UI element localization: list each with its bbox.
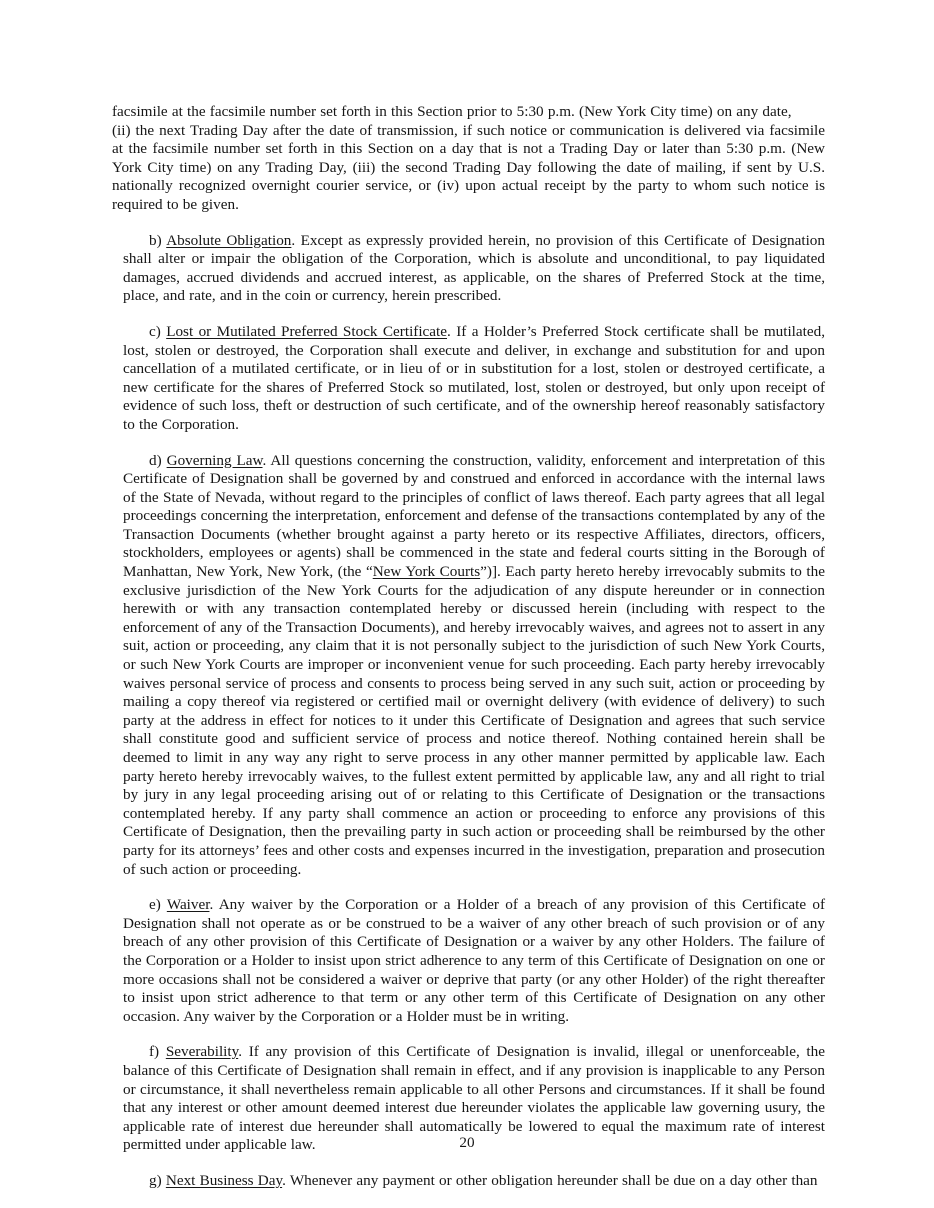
text-run: d) <box>149 451 167 469</box>
paragraph-b-absolute-obligation <box>123 232 825 306</box>
section-heading-underlined: New York Courts <box>372 563 481 581</box>
text-run: . If a Holder’s Preferred Stock certificate shall be mutilated, lost, stolen or destroyed, the Corporation shall execute and deliver, in exchange and substitution for and upon cancellation of a mutilated certificate, or in lieu of or in substitution for a lost, stolen or destroyed certificate, a new certificate for the shares of Preferred Stock so mutilated, lost, stolen or destroyed, but only upon receipt of evidence of such loss, theft or destruction of such certificate, and of the ownership hereof reasonably satisfactory to the Corporation. <box>123 322 825 433</box>
section-heading-underlined: Severability <box>165 1043 239 1061</box>
paragraph-e-waiver <box>123 896 825 1026</box>
paragraph-c-lost-or-mutilated-certificate <box>123 323 825 435</box>
text-run: facsimile at the facsimile number set forth in this Section prior to 5:30 p.m. (New York City time) on any date, <box>112 103 792 120</box>
section-heading-underlined: Lost or Mutilated Preferred Stock Certificate <box>166 322 448 340</box>
text-run: . All questions concerning the construction, validity, enforcement and interpretation of this Certificate of Designation shall be governed by and construed and enforced in accordance with the internal laws of the State of Nevada, without regard to the principles of conflict of laws thereof. Each party agrees that all legal proceedings concerning the interpretation, enforcement and defense of the transactions contemplated by any of the Transaction Documents (whether brought against a party hereto or its respective Affiliates, directors, officers, stockholders, employees or agents) shall be commenced in the state and federal courts sitting in the Borough of Manhattan, New York, New York, (the “ <box>123 451 825 581</box>
paragraph-notices-continuation <box>112 103 825 215</box>
section-heading-underlined: Absolute Obligation <box>166 231 292 249</box>
text-run: . Except as expressly provided herein, no provision of this Certificate of Designation shall alter or impair the obligation of the Corporation, which is absolute and unconditional, to pay liquidated damages, accrued dividends and accrued interest, as applicable, on the shares of Preferred Stock at the time, place, and rate, and in the coin or currency, herein prescribed. <box>123 231 825 305</box>
text-run: g) <box>149 1171 166 1189</box>
section-heading-underlined: Waiver <box>166 896 210 914</box>
text-run: (ii) the next Trading Day after the date of transmission, if such notice or communication is delivered via facsimile at the facsimile number set forth in this Section on a day that is not a Trading Day or later than 5:30 p.m. (New York City time) on any Trading Day, (iii) the second Trading Day following the date of mailing, if sent by U.S. nationally recognized overnight courier service, or (iv) upon actual receipt by the party to whom such notice is required to be given. <box>112 121 825 213</box>
text-run: . Whenever any payment or other obligation hereunder shall be due on a day other than <box>282 1171 818 1189</box>
section-heading-underlined: Next Business Day <box>165 1171 283 1189</box>
document-body <box>112 103 825 1190</box>
text-run: . Any waiver by the Corporation or a Holder of a breach of any provision of this Certificate of Designation shall not operate as or be construed to be a waiver of any other breach of such provision or of any breach of any other provision of this Certificate of Designation or a waiver by any other Holders. The failure of the Corporation or a Holder to insist upon strict adherence to any term of this Certificate of Designation on one or more occasions shall not be considered a waiver or deprive that party (or any other Holder) of the right thereafter to insist upon strict adherence to that term or any other term of this Certificate of Designation on any other occasion. Any waiver by the Corporation or a Holder must be in writing. <box>123 896 825 1025</box>
paragraph-g-next-business-day <box>123 1172 825 1191</box>
paragraph-d-governing-law <box>123 452 825 880</box>
section-heading-underlined: Governing Law <box>166 451 263 469</box>
text-run: c) <box>149 322 167 340</box>
text-run: ”)]. Each party hereto hereby irrevocably submits to the exclusive jurisdiction of the New York Courts for the adjudication of any dispute hereunder or in connection herewith or with any transaction contemplated hereby or discussed herein (including with respect to the enforcement of any of the Transaction Documents), and hereby irrevocably waives, and agrees not to assert in any suit, action or proceeding, any claim that it is not personally subject to the jurisdiction of such New York Courts, or such New York Courts are improper or inconvenient venue for such proceeding. Each party hereby irrevocably waives personal service of process and consents to process being served in any such suit, action or proceeding by mailing a copy thereof via registered or certified mail or overnight delivery (with evidence of delivery) to such party at the address in effect for notices to it under this Certificate of Designation and agrees that such service shall constitute good and sufficient service of process and notice thereof. Nothing contained herein shall be deemed to limit in any way any right to serve process in any other manner permitted by applicable law. Each party hereto hereby irrevocably waives, to the fullest extent permitted by applicable law, any and all right to trial by jury in any legal proceeding arising out of or relating to this Certificate of Designation or the transactions contemplated hereby. If any party shall commence an action or proceeding to enforce any provisions of this Certificate of Designation, then the prevailing party in such action or proceeding shall be reimbursed by the other party for its attorneys’ fees and other costs and expenses incurred in the investigation, preparation and prosecution of such action or proceeding. <box>123 563 825 878</box>
text-run: . If any provision of this Certificate of Designation is invalid, illegal or unenforceable, the balance of this Certificate of Designation shall remain in effect, and if any provision is inapplicable to any Person or circumstance, it shall nevertheless remain applicable to all other Persons and circumstances. If it shall be found that any interest or other amount deemed interest due hereunder violates the applicable law governing usury, the applicable rate of interest due hereunder shall automatically be lowered to equal the maximum rate of interest permitted under applicable law. <box>123 1043 825 1154</box>
text-run: e) <box>149 896 167 914</box>
text-run: f) <box>149 1043 166 1061</box>
text-run: b) <box>149 231 167 249</box>
page-number: 20 <box>459 1134 475 1151</box>
